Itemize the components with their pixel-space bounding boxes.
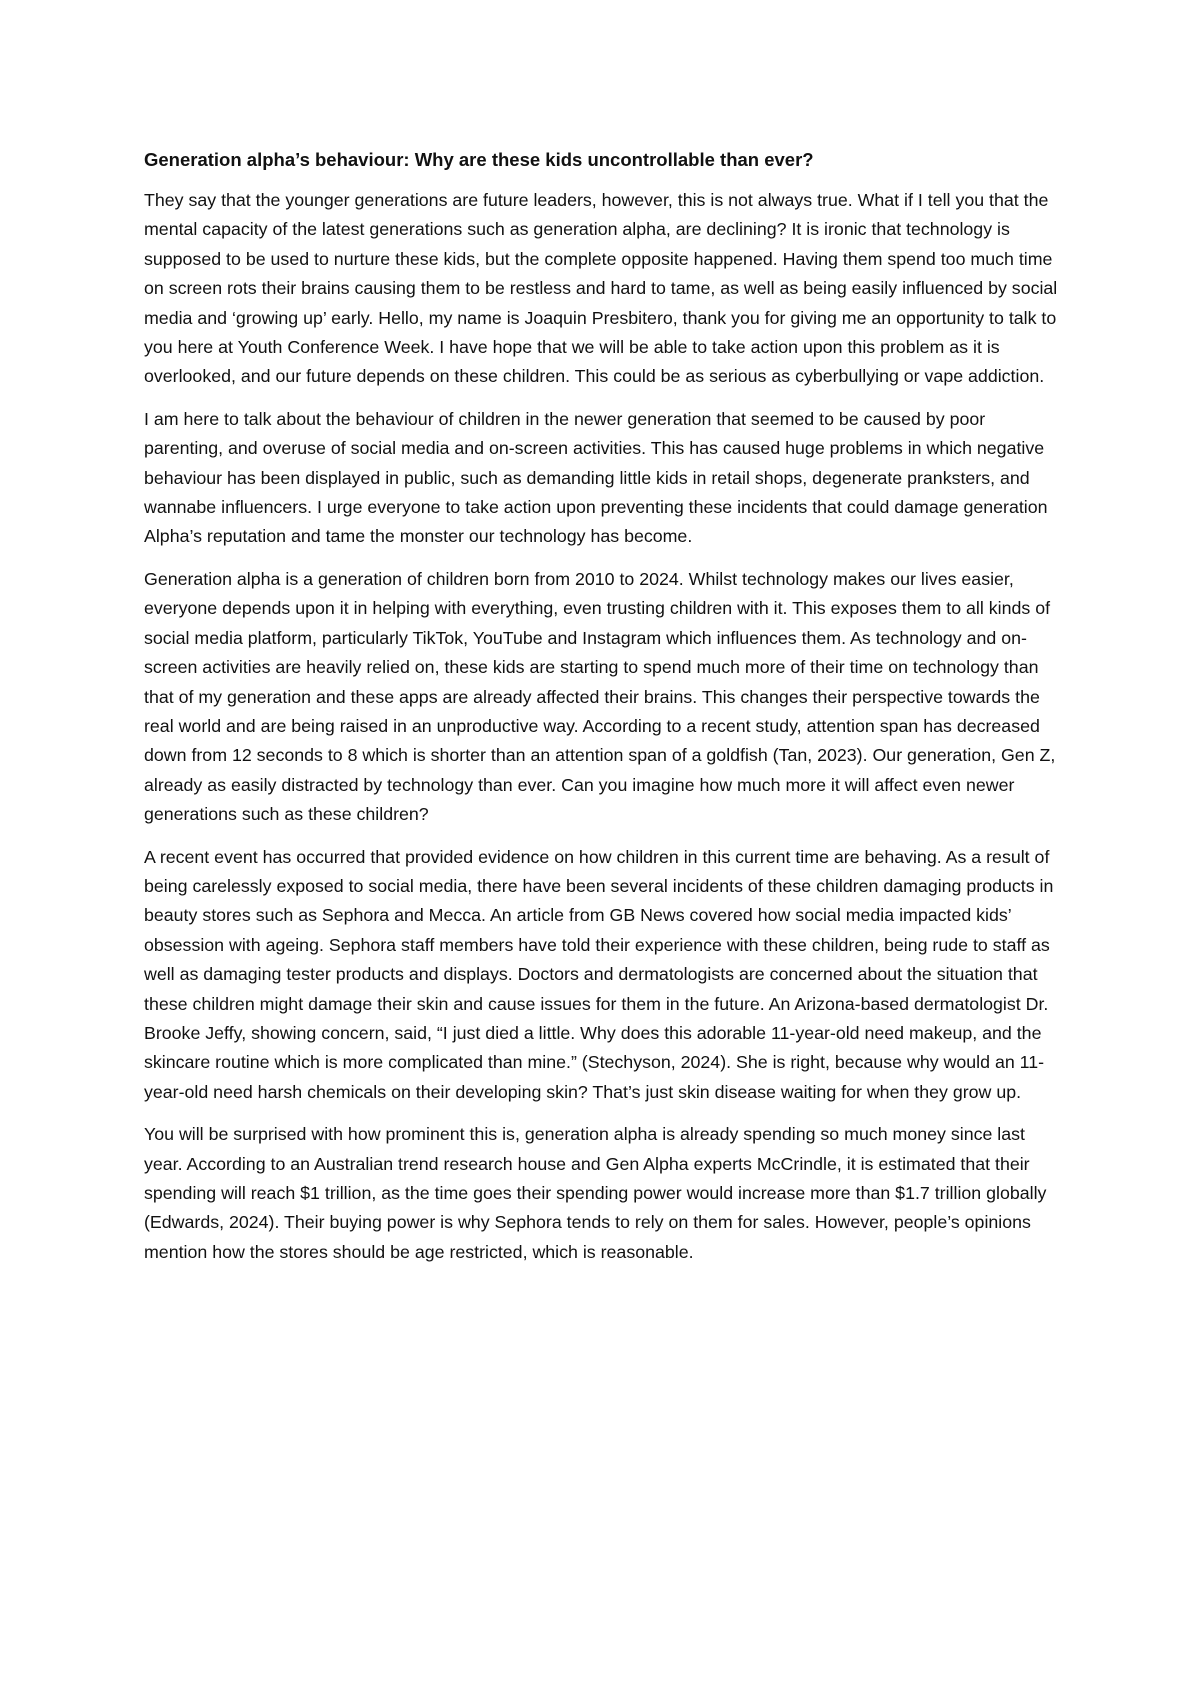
paragraph-spending: You will be surprised with how prominent this is, generation alpha is already spending so much money since last year. According to an Australian trend research house and Gen Alpha experts McCrindle, it is estimated that their spending will reach $1 trillion, as the time goes their spending power would increase more than $1.7 trillion globally (Edwards, 2024). Their buying power is why Sephora tends to rely on them for sales. However, people’s opinions mention how the stores should be age restricted, which is reasonable.	[144, 1124, 1047, 1262]
paragraph-behaviour: I am here to talk about the behaviour of children in the newer generation that seemed to be caused by poor parenting, and overuse of social media and on-screen activities. This has caused huge problems in which negative behaviour has been displayed in public, such as demanding little kids in retail shops, degenerate pranksters, and wannabe influencers. I urge everyone to take action upon preventing these incidents that could damage generation Alpha’s reputation and tame the monster our technology has become.	[144, 408, 1048, 547]
paragraph-introduction: They say that the younger generations are future leaders, however, this is not always true. What if I tell you that the mental capacity of the latest generations such as generation alpha, are declining? It is ironic that technology is supposed to be used to nurture these kids, but the complete opposite happened. Having them spend too much time on screen rots their brains causing them to be restless and hard to tame, as well as being easily influenced by social media and ‘growing up’ early. Hello, my name is Joaquin Presbitero, thank you for giving me an opportunity to talk to you here at Youth Conference Week. I have hope that we will be able to take action upon this problem as it is overlooked, and our future depends on these children. This could be as serious as cyberbullying or vape addiction.	[144, 190, 1058, 387]
paragraph-recent-event: A recent event has occurred that provided evidence on how children in this current time are behaving. As a result of being carelessly exposed to social media, there have been several incidents of these children damaging products in beauty stores such as Sephora and Mecca. An article from GB News covered how social media impacted kids’ obsession with ageing. Sephora staff members have told their experience with these children, being rude to staff as well as damaging tester products and displays. Doctors and dermatologists are concerned about the situation that these children might damage their skin and cause issues for them in the future. An Arizona-based dermatologist Dr. Brooke Jeffy, showing concern, said, “I just died a little. Why does this adorable 11-year-old need makeup, and the skincare routine which is more complicated than mine.” (Stechyson, 2024). She is right, because why would an 11-year-old need harsh chemicals on their developing skin? That’s just skin disease waiting for when they grow up.	[144, 846, 1054, 1102]
document-page	[144, 145, 1066, 1280]
paragraph-generation-alpha: Generation alpha is a generation of children born from 2010 to 2024. Whilst technology makes our lives easier, everyone depends upon it in helping with everything, even trusting children with it. This exposes them to all kinds of social media platform, particularly TikTok, YouTube and Instagram which influences them. As technology and on-screen activities are heavily relied on, these kids are starting to spend much more of their time on technology than that of my generation and these apps are already affected their brains. This changes their perspective towards the real world and are being raised in an unproductive way. According to a recent study, attention span has decreased down from 12 seconds to 8 which is shorter than an attention span of a goldfish (Tan, 2023). Our generation, Gen Z, already as easily distracted by technology than ever. Can you imagine how much more it will affect even newer generations such as these children?	[144, 568, 1056, 825]
document-title: Generation alpha’s behaviour: Why are these kids uncontrollable than ever?	[144, 149, 814, 170]
